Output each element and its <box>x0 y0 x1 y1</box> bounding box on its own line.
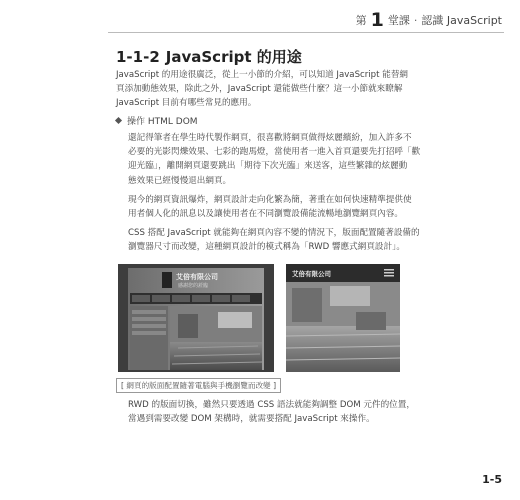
running-header <box>356 8 502 32</box>
paragraph-line: 還記得筆者在學生時代製作網頁，很喜歡將網頁做得炫麗繽紛，加入許多不 <box>128 133 412 143</box>
paragraph-line: 態效果已經慢慢退出網頁。 <box>128 175 232 186</box>
chapter-number: 1 <box>370 9 384 31</box>
intro-paragraph <box>116 68 408 111</box>
intro-line: JavaScript 目前有哪些常見的應用。 <box>116 98 257 109</box>
figure-caption: [ 網頁的版面配置隨著電腦與手機瀏覽而改變 ] <box>116 378 281 393</box>
section-number: 1-1-2 <box>116 48 160 66</box>
mobile-layout-screenshot <box>286 264 400 372</box>
closing-line: 當遇到需要改變 DOM 架構時，就需要搭配 JavaScript 來操作。 <box>128 414 375 425</box>
section-title <box>116 46 302 67</box>
header-lesson-word: 堂課 <box>387 14 410 27</box>
logo-icon <box>162 272 172 288</box>
paragraph-line: 現今的網頁資訊爆炸，網頁設計走向化繁為簡，著重在如何快速精準提供使 <box>128 195 412 205</box>
mobile-site-name: 艾倍有限公司 <box>292 270 331 278</box>
mobile-screenshot-image <box>286 264 400 372</box>
header-separator: ‧ <box>413 13 418 27</box>
body-paragraph <box>128 226 420 254</box>
closing-line: RWD 的版面切換，雖然只要透過 CSS 語法就能夠調整 DOM 元件的位置， <box>128 400 415 410</box>
header-rule <box>108 32 504 33</box>
header-chapter-title: 認識 JavaScript <box>421 14 502 27</box>
page-number: 1-5 <box>482 473 502 486</box>
desktop-layout-screenshot <box>118 264 274 372</box>
bullet-heading <box>116 114 198 127</box>
paragraph-line: 瀏覽器尺寸而改變，這種網頁設計的模式稱為「RWD 響應式網頁設計」。 <box>128 242 405 253</box>
paragraph-line: 迎光臨」，離開網頁還要跳出「期待下次光臨」來送客，這些繁雜的炫麗動 <box>128 161 408 172</box>
paragraph-line: 用者個人化的訊息以及讓使用者在不同瀏覽設備能流暢地瀏覽網頁內容。 <box>128 209 404 220</box>
bullet-label: 操作 HTML DOM <box>127 117 198 127</box>
desktop-site-subtitle: 感謝您的蒞臨 <box>178 283 209 289</box>
desktop-site-name: 艾倍有限公司 <box>176 273 218 281</box>
intro-line: 頁添加動態效果，除此之外，JavaScript 還能做些什麼？這一小節就來瞭解 <box>116 84 403 95</box>
header-prefix: 第 <box>355 14 367 27</box>
section-title-text: JavaScript 的用途 <box>165 48 302 66</box>
paragraph-line: 必要的光影閃爍效果、七彩的跑馬燈，當使用者一進入首頁還要先打招呼「歡 <box>128 147 421 158</box>
body-paragraph <box>128 193 412 221</box>
intro-line: JavaScript 的用途很廣泛，從上一小節的介紹，可以知道 JavaScript 能替網 <box>116 70 409 80</box>
closing-paragraph <box>128 398 415 426</box>
diamond-bullet-icon <box>115 117 122 124</box>
body-paragraph <box>128 131 420 188</box>
paragraph-line: CSS 搭配 JavaScript 就能夠在網頁內容不變的情況下，版面配置隨著設備的 <box>128 228 420 238</box>
